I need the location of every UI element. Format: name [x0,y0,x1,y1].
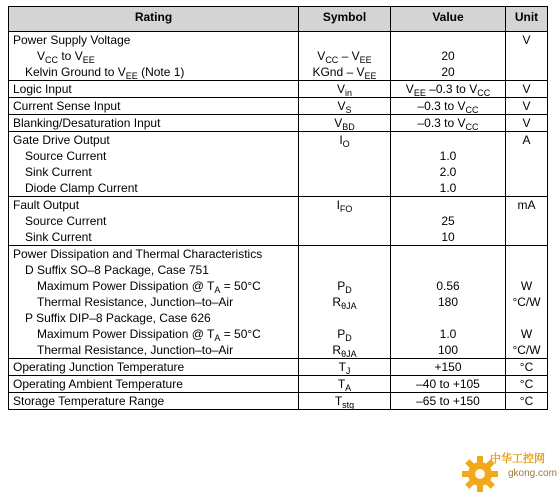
value-line: 1.0 [439,327,457,341]
unit-cell [506,132,548,197]
rating-line: Fault Output [13,198,80,212]
unit-line: V [522,116,531,130]
rating-line: Maximum Power Dissipation @ $T_A = 50^\circ C$ [37,327,261,343]
unit-cell [506,376,548,393]
unit-line: A [522,133,531,147]
table-row [9,376,548,393]
value-line: –0.3 to $V_{CC}$ [417,116,479,132]
symbol-cell [299,132,391,197]
unit-line: V [522,82,531,96]
value-line: –0.3 to $V_{CC}$ [417,99,479,115]
value-cell [391,376,506,393]
value-line: +150 [434,360,462,374]
symbol-line: $I_{FO}$ [336,198,353,214]
symbol-line: $T_A$ [337,377,352,393]
table-row [9,197,548,246]
unit-line [510,310,543,326]
unit-line: °C [519,394,534,408]
symbol-cell [299,197,391,246]
rating-cell [9,32,299,81]
rating-line: Thermal Resistance, Junction–to–Air [37,295,234,309]
value-line: $V_{EE}$ –0.3 to $V_{CC}$ [405,82,491,98]
symbol-line: $R_{\theta JA}$ [332,295,357,311]
value-cell [391,246,506,359]
unit-line: °C/W [512,295,541,309]
table-row [9,393,548,410]
unit-line [510,246,543,262]
unit-line [510,262,543,278]
table-row [9,246,548,359]
symbol-line: KGnd – $V_{EE}$ [312,65,377,81]
rating-cell [9,115,299,132]
table-header-row [9,7,548,32]
rating-line: Maximum Power Dissipation @ $T_A = 50^\circ C$ [37,279,261,295]
symbol-line [303,229,386,245]
symbol-line: $I_O$ [339,133,350,149]
symbol-line [303,262,386,278]
rating-line: Thermal Resistance, Junction–to–Air [37,343,234,357]
unit-line: V [522,99,531,113]
value-line: 0.56 [436,279,460,293]
rating-line: Operating Ambient Temperature [13,377,183,391]
table-row [9,132,548,197]
rating-line: Logic Input [13,82,72,96]
symbol-line: $R_{\theta JA}$ [332,343,357,359]
rating-line: Kelvin Ground to $V_{EE}$ (Note 1) [25,65,185,81]
symbol-line [303,246,386,262]
header-unit: Unit [506,7,548,32]
unit-line: °C [519,377,534,391]
rating-line: Source Current [25,214,107,228]
value-line [395,132,501,148]
rating-cell [9,197,299,246]
rating-line: Sink Current [25,230,92,244]
symbol-cell [299,376,391,393]
value-line: 2.0 [439,165,457,179]
rating-cell [9,393,299,410]
table-row [9,98,548,115]
unit-line [510,180,543,196]
unit-line [510,48,543,64]
unit-line: °C [519,360,534,374]
rating-cell [9,98,299,115]
rating-cell [9,132,299,197]
unit-cell [506,197,548,246]
value-cell [391,359,506,376]
rating-line: Power Dissipation and Thermal Characteristics [13,247,263,261]
value-line: –40 to +105 [416,377,480,391]
value-line: 180 [437,295,459,309]
value-line: 25 [441,214,455,228]
value-cell [391,98,506,115]
unit-line [510,213,543,229]
table-row [9,115,548,132]
symbol-line: $T_J$ [338,360,351,376]
symbol-line [303,310,386,326]
value-line: –65 to +150 [416,394,480,408]
value-line [395,246,501,262]
value-line [395,32,501,48]
unit-cell [506,81,548,98]
value-cell [391,197,506,246]
rating-line: Blanking/Desaturation Input [13,116,161,130]
value-line: 20 [441,49,455,63]
unit-line [510,148,543,164]
value-cell [391,115,506,132]
rating-line: P Suffix DIP–8 Package, Case 626 [25,311,211,325]
symbol-line: $T_{stg}$ [334,394,355,410]
table-row [9,32,548,81]
unit-cell [506,115,548,132]
rating-cell [9,81,299,98]
value-line: 10 [441,230,455,244]
value-line [395,262,501,278]
rating-line: $V_{CC}$ to $V_{EE}$ [37,49,95,65]
unit-line [510,64,543,80]
rating-cell [9,376,299,393]
value-cell [391,132,506,197]
rating-cell [9,246,299,359]
value-line [395,310,501,326]
rating-line: Gate Drive Output [13,133,110,147]
symbol-line [303,180,386,196]
symbol-line [303,148,386,164]
unit-cell [506,393,548,410]
unit-line: mA [517,198,536,212]
value-cell [391,393,506,410]
symbol-line: $V_S$ [337,99,352,115]
watermark-url: gkong.com [508,468,557,479]
rating-line: Power Supply Voltage [13,33,131,47]
value-line [395,197,501,213]
symbol-line: $V_{in}$ [336,82,353,98]
symbol-line: $V_{CC} - V_{EE}$ [317,49,372,65]
value-line: 1.0 [439,149,457,163]
symbol-cell [299,393,391,410]
value-cell [391,81,506,98]
unit-line [510,229,543,245]
maximum-ratings-table [8,6,548,410]
symbol-cell [299,115,391,132]
symbol-line: $P_D$ [337,327,352,343]
symbol-cell [299,246,391,359]
symbol-line [303,32,386,48]
unit-line: W [520,327,533,341]
symbol-line [303,213,386,229]
symbol-line [303,164,386,180]
header-symbol: Symbol [299,7,391,32]
watermark-site: 中华工控网 [490,453,545,465]
symbol-line: $V_{BD}$ [334,116,355,132]
rating-line: D Suffix SO–8 Package, Case 751 [25,263,209,277]
unit-cell [506,246,548,359]
rating-line: Storage Temperature Range [13,394,165,408]
value-cell [391,32,506,81]
value-line: 20 [441,65,455,79]
table-row [9,359,548,376]
unit-line [510,164,543,180]
rating-line: Source Current [25,149,107,163]
unit-cell [506,98,548,115]
rating-line: Sink Current [25,165,92,179]
symbol-line: $P_D$ [337,279,352,295]
rating-cell [9,359,299,376]
unit-line: °C/W [512,343,541,357]
watermark [460,446,557,496]
unit-cell [506,359,548,376]
symbol-cell [299,81,391,98]
unit-line: W [520,279,533,293]
value-line: 1.0 [439,181,457,195]
symbol-cell [299,98,391,115]
symbol-cell [299,359,391,376]
unit-cell [506,32,548,81]
symbol-cell [299,32,391,81]
unit-line: V [522,33,531,47]
table-row [9,81,548,98]
header-rating: Rating [9,7,299,32]
header-value: Value [391,7,506,32]
rating-line: Diode Clamp Current [25,181,138,195]
rating-line: Current Sense Input [13,99,121,113]
rating-line: Operating Junction Temperature [13,360,185,374]
value-line: 100 [437,343,459,357]
